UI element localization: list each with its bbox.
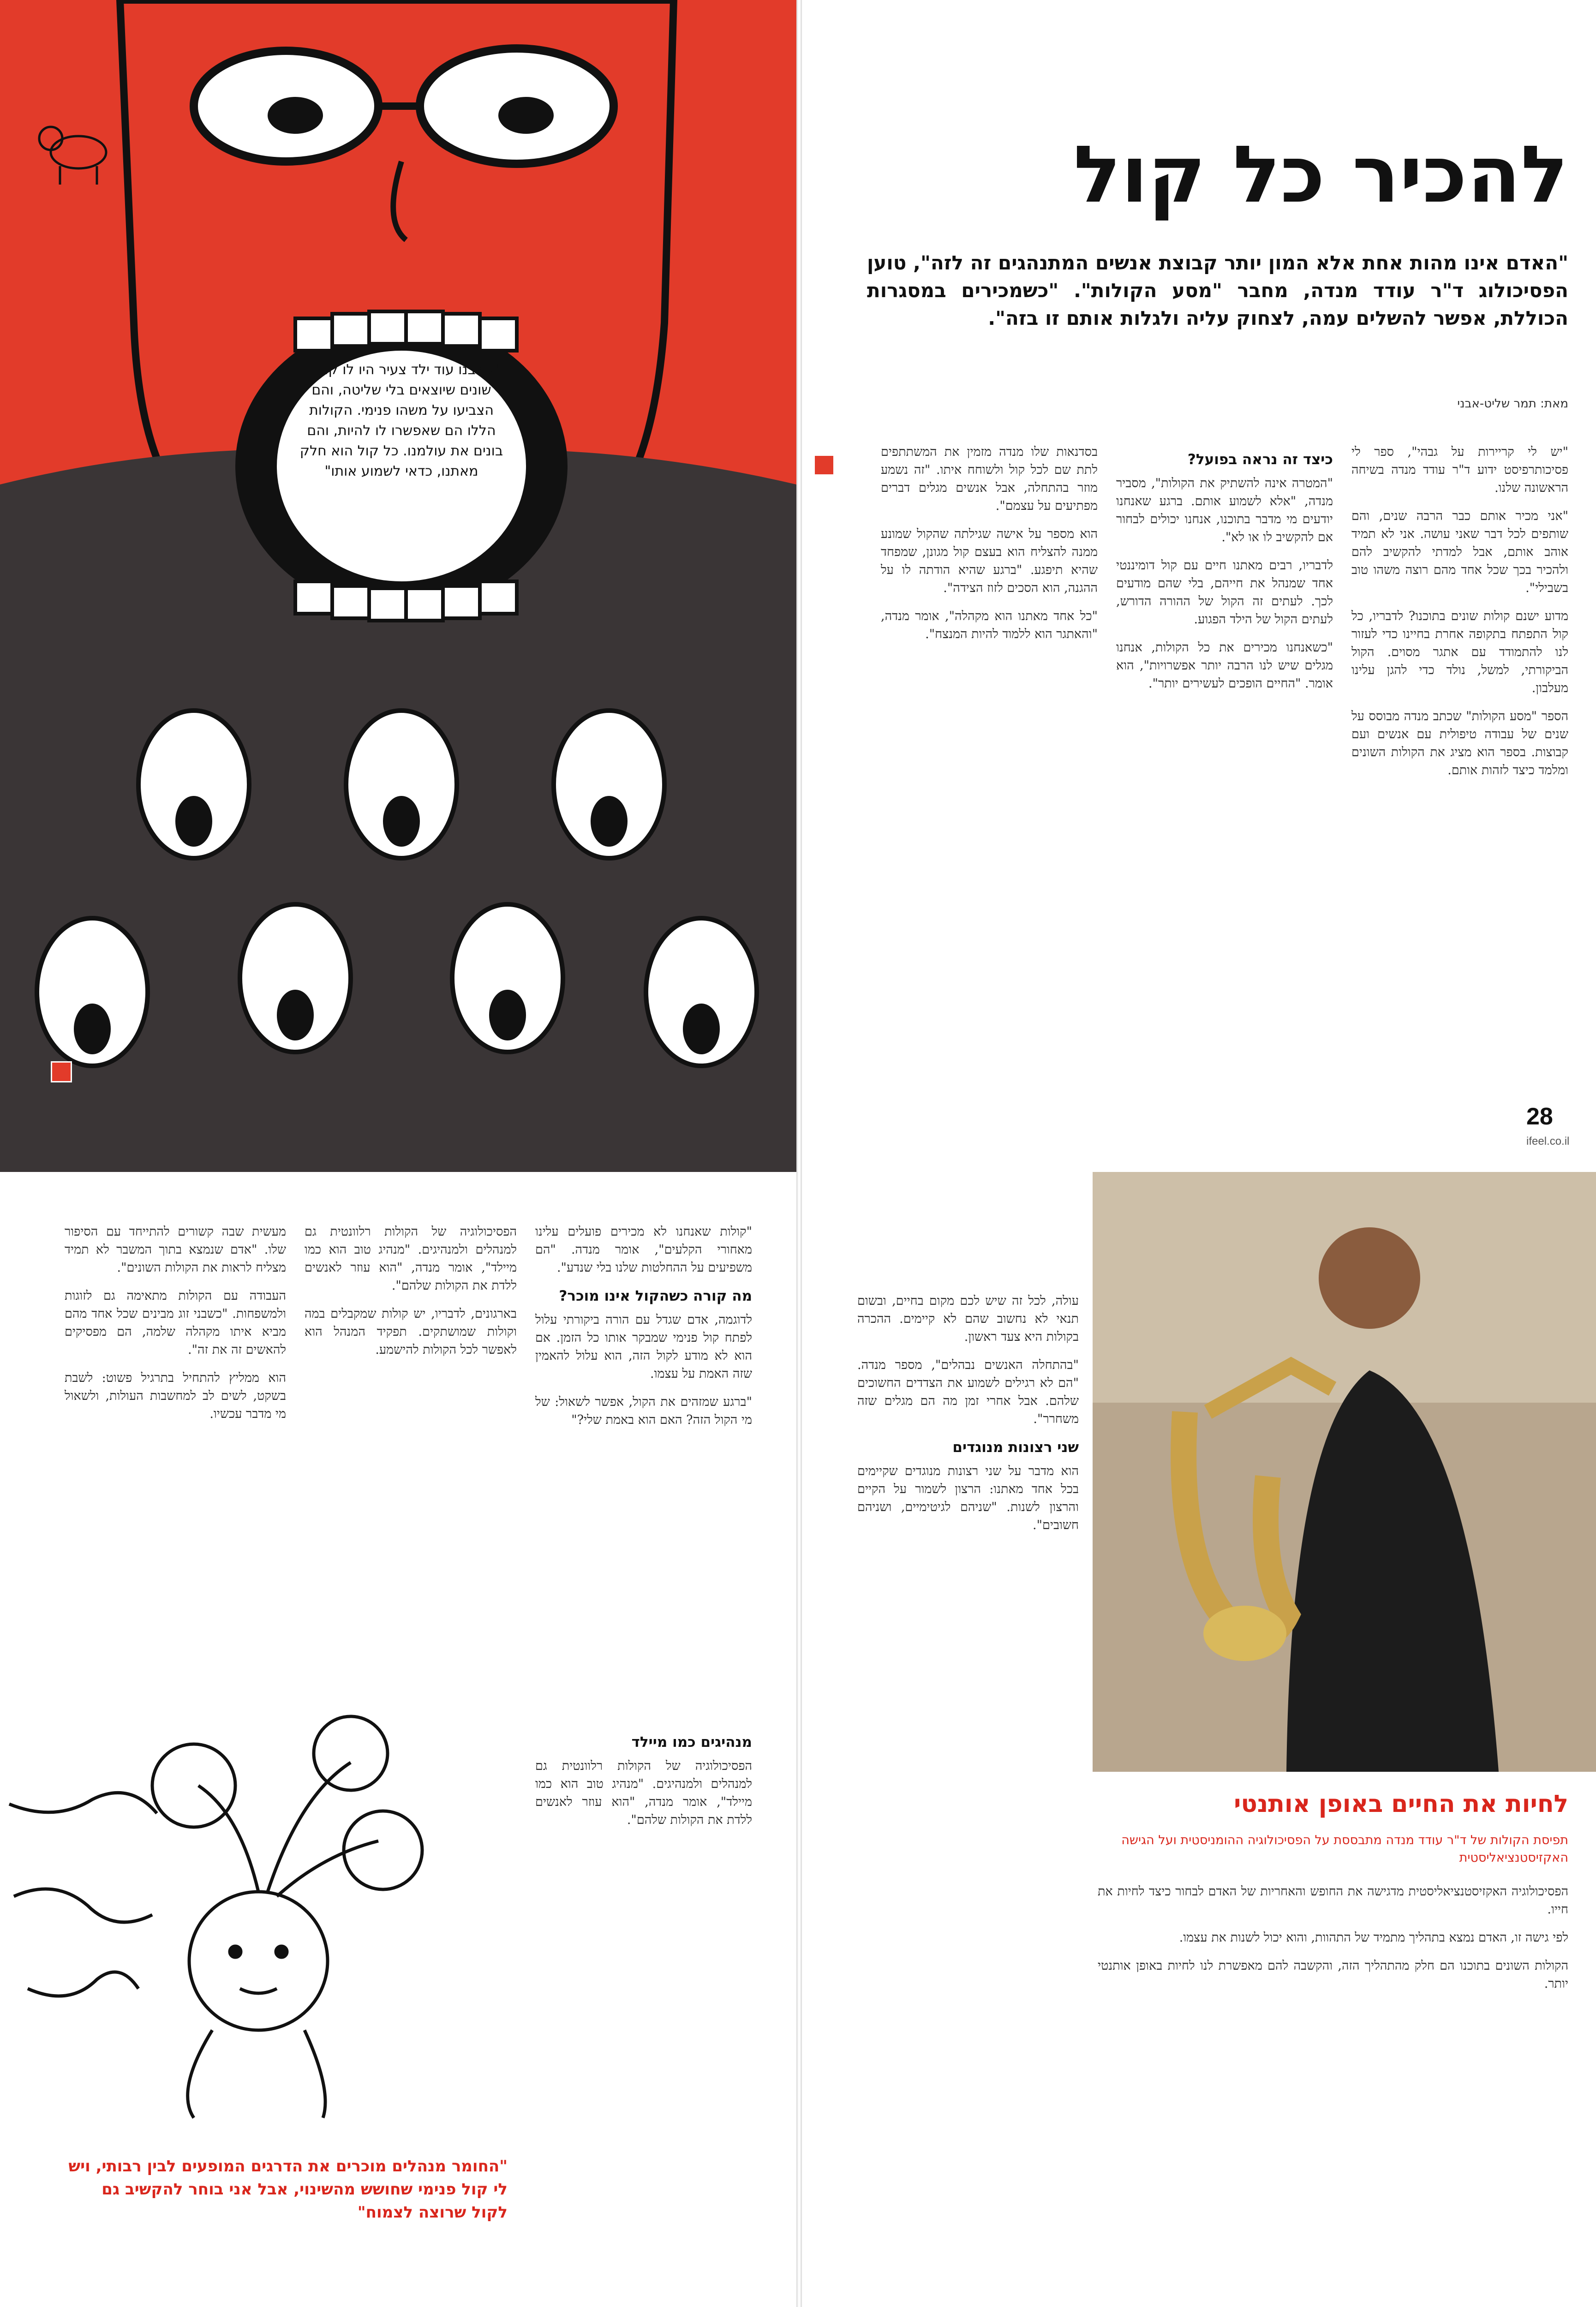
paragraph: העבודה עם הקולות מתאימה גם לזוגות ולמשפחות. "כשבני זוג מבינים שכל אחד מהם מביא איתו מקהלה שלמה, הם מפסיקים להאשים זה את זה". [65,1289,286,1357]
subheading: כיצד זה נראה בפועל? [1187,451,1333,468]
page-number: 28 [1526,1103,1553,1130]
paragraph: הספר "מסע הקולות" שכתב מנדה מבוסס על שנים של עבודה טיפולית עם אנשים ועם קבוצות. בספר הוא מציג את הקולות השונים ומלמד כיצד לזהות אותם. [1351,709,1568,777]
page-31 [0,1172,796,2307]
text-column [305,1223,517,1369]
paragraph: "יש לי קריירות על גבהי", ספר לי פסיכותרפיסט ידוע ד"ר עודד מנדה בשיחה הראשונה שלנו. [1351,445,1568,495]
paragraph: "המטרה אינה להשתיק את הקולות", מסביר מנדה, "אלא לשמוע אותם. ברגע שאנחנו יודעים מי מדבר בתוכנו, אנחנו יכולים לבחור אם להקשיב לו או לא". [1116,476,1333,544]
text-column [65,1223,286,1433]
paragraph: "קולות שאנחנו לא מכירים פועלים עלינו מאחורי הקלעים", אומר מנדה. "הם משפיעים על ההחלטות שלנו בלי שנדע". [535,1225,752,1275]
paragraph: הפסיכולוגיה של הקולות רלוונטית גם למנהלים ולמנהיגים. "מנהיג טוב הוא כמו מיילד", אומר מנדה, "הוא עוזר לאנשים ללדת את הקולות שלהם". [535,1759,752,1827]
paragraph: "ברגע שמזהים את הקול, אפשר לשאול: של מי הקול הזה? האם הוא באמת שלי?" [535,1395,752,1427]
illustration-page-choir [0,0,796,1172]
flower-head-illustration [0,1703,526,2127]
paragraph: הוא מספר על אישה שגילתה שהקול שמונע ממנה להצליח הוא בעצם קול מגונן, שמפחד שהיא תיפגע. "ברגע שהיא הודתה לו על ההגנה, הוא הסכים לזוז הצידה". [881,527,1098,595]
section-deck: תפיסת הקולות של ד"ר עודד מנדה מתבססת על הפסיכולוגיה ההומניסטית ועל הגישה האקזיסטנציאליסטית [1121,1833,1568,1865]
red-square-marker [813,454,835,476]
speech-bubble-text: "כשבנו עוד ילד צעיר היו לו קולות שונים שיוצאים בלי שליטה, והם הצביעו על משהו פנימי. הקולות הללו הם שאפשרו לו להיות, והם בונים את עולמנו. כל קול הוא חלק מאתנו, כדאי לשמוע אותו" [299,362,503,479]
bullet-item: לפי גישה זו, האדם נמצא בתהליך מתמיד של התהוות, והוא יכול לשנות את עצמו. [1179,1930,1568,1945]
bullet-list [1098,1883,1568,2003]
headline: להכיר כל קול [1073,129,1568,221]
paragraph: הוא ממליץ להתחיל בתרגיל פשוט: לשבת בשקט, לשים לב למחשבות העולות, ולשאול מי מדבר עכשיו. [65,1371,286,1421]
subheading: מנהיגים כמו מיילד [631,1734,752,1751]
text-column-left [881,443,1098,653]
text-column-lower [535,1726,752,1839]
site-url: ifeel.co.il [1526,1135,1570,1148]
paragraph: "אני מכיר אותם כבר הרבה שנים, והם שותפים לכל דבר שאני עושה. אני לא תמיד אוהב אותם, אבל למדתי להקשיב להם ולהכיר בכך שכל אחד מהם רוצה משהו טוב בשבילי". [1351,509,1568,595]
spread-2 [0,1172,1596,2307]
section-title: לחיות את החיים באופן אותנטי [1234,1790,1568,1818]
paragraph: הפסיכולוגיה של הקולות רלוונטית גם למנהלים ולמנהיגים. "מנהיג טוב הוא כמו מיילד", אומר מנדה, "הוא עוזר לאנשים ללדת את הקולות שלהם". [305,1225,517,1293]
paragraph: לדוגמה, אדם שגדל עם הורה ביקורתי עלול לפתח קול פנימי שמבקר אותו כל הזמן. אם הוא לא מודע לקול הזה, הוא עלול להאמין שזה האמת על עצמו. [535,1313,752,1381]
saxophonist-photo [1093,1172,1596,1772]
red-square-marker [51,1061,72,1082]
bullet-item: הקולות השונים בתוכנו הם חלק מהתהליך הזה, והקשבה להם מאפשרת לנו לחיות באופן אותנטי יותר. [1098,1959,1568,1991]
byline: מאת: תמר שליט-אבני [1457,397,1568,411]
paragraph: הוא מדבר על שני רצונות מנוגדים שקיימים בכל אחד מאתנו: הרצון לשמור על הקיים והרצון לשנות. "שניהם לגיטימיים, ושניהם חשובים". [857,1464,1079,1532]
paragraph: מדוע ישנם קולות שונים בתוכנו? לדבריו, כל קול התפתח בתקופה אחרת בחיינו כדי לעזור לנו להתמודד עם אתגר מסוים. הקול הביקורתי, למשל, נולד כדי להגן עלינו מעלבון. [1351,609,1568,695]
subheading: מה קורה כשהקול אינו מוכר? [559,1288,752,1304]
paragraph: "כשאנחנו מכירים את כל הקולות, אנחנו מגלים שיש לנו הרבה יותר אפשרויות", הוא אומר. "החיים הופכים לעשירים יותר". [1116,640,1333,691]
text-column-middle [1116,443,1333,703]
pull-quote: "החומר מנהלים מוכרים את הדרגים המופעים לבין רבותי, ויש לי קול פנימי שחושש מהשינוי, אבל אני בוחר להקשיב גם לקול שרוצה לצמוח" [68,2157,508,2222]
bullet-item: הפסיכולוגיה האקזיסטנציאליסטית מדגישה את החופש והאחריות של האדם לבחור כיצד לחיות את חייו. [1098,1884,1568,1917]
gutter [796,1172,802,2307]
text-column [857,1292,1079,1544]
choir-illustration [0,0,796,1172]
article-opening-page [802,0,1596,1172]
paragraph: "כל אחד מאתנו הוא מקהלה", אומר מנדה, "והאתגר הוא ללמוד להיות המנצח". [881,609,1098,641]
paragraph: בסדנאות שלו מנדה מזמין את המשתתפים לתת שם לכל קול ולשוחח איתו. "זה נשמע מוזר בהתחלה, אבל אנשים מגלים דברים מפתיעים על עצמם". [881,445,1098,513]
paragraph: עולה, לכל זה שיש לכם מקום בחיים, ובשום תנאי לא נחשוב שהם לא קיימים. ההכרה בקולות היא צעד ראשון. [857,1294,1079,1344]
text-column [535,1223,752,1439]
deck: "האדם אינו מהות אחת אלא המון יותר קבוצת אנשים המתנהגים זה לזה", טוען הפסיכולוג ד"ר עודד מנדה, מחבר "מסע הקולות". "כשמכירים במסגרות הכוללת, אפשר להשלים עמה, לצחוק עליה ולגלות אותם זו בזה". [867,251,1568,329]
subheading: שני רצונות מנוגדים [952,1439,1079,1456]
text-column-right [1351,443,1568,789]
gutter [796,0,802,1172]
paragraph: "בהתחלה האנשים נבהלים", מספר מנדה. "הם לא רגילים לשמוע את הצדדים החשוכים שלהם. אבל אחרי זמן מה הם מגלים שזה משחרר". [857,1358,1079,1426]
paragraph: לדבריו, רבים מאתנו חיים עם קול דומיננטי אחד שמנהל את חייהם, בלי שהם מודעים לכך. לעתים זה הקול של ההורה הדורש, לעתים הקול של הילד הפגוע. [1116,558,1333,627]
paragraph: בארגונים, לדבריו, יש קולות שמקבלים במה וקולות שמושתקים. תפקיד המנהל הוא לאפשר לכל הקולות להישמע. [305,1307,517,1357]
paragraph: מעשית שבה קשורים להתייחד עם הסיפור שלו. "אדם שנמצא בתוך המשבר לא תמיד מצליח לראות את הקולות השונים". [65,1225,286,1275]
page-30 [802,1172,1596,2307]
